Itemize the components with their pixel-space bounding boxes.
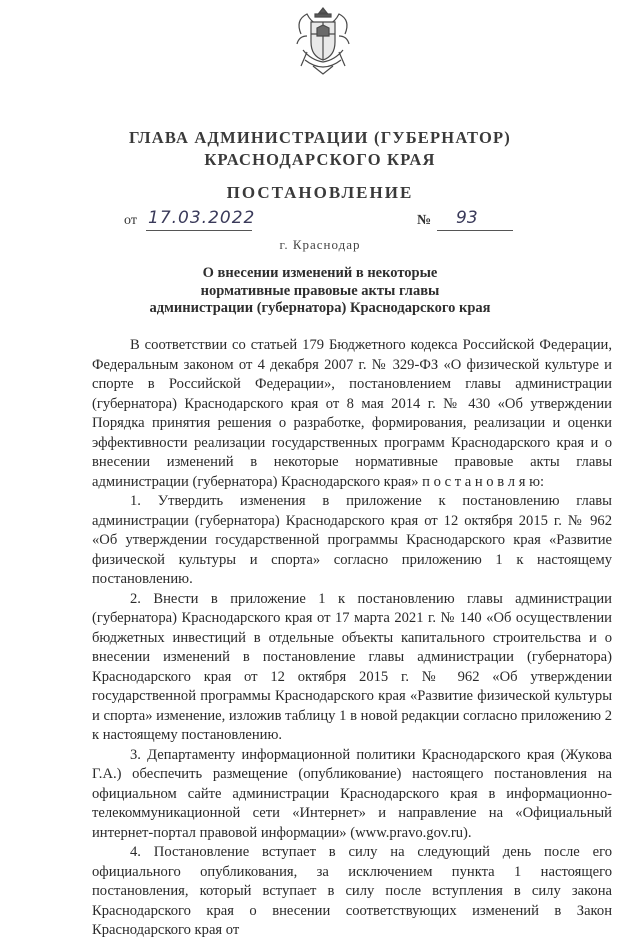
city-label: г. Краснодар xyxy=(279,237,361,252)
issuer-subheading: КРАСНОДАРСКОГО КРАЯ xyxy=(204,150,436,169)
clause-paragraph: 4. Постановление вступает в силу на следующий день после его официального опубликования, за исключением пункта 1 настоящего постановления, который вступает в силу после вступления в силу закона Краснодарского края о внесении соответствующих изменений в Закон Краснодарского края от xyxy=(92,844,612,938)
clause-paragraph: 2. Внести в приложение 1 к постановлению главы администрации (губернатора) Краснодарского края от 17 марта 2021 г. № 140 «Об осуществлении бюджетных инвестиций в отдельные объекты капитального строительства и о внесении изменений в постановление главы администрации (губернатора) Краснодарского края от 12 октября 2015 г. № 962 «Об утверждении государственной программы Краснодарского края «Развитие физической культуры и спорта» изменение, изложив таблицу 1 в новой редакции согласно приложению 2 к настоящему постановлению. xyxy=(92,590,612,743)
document-date: 17.03.2022 xyxy=(148,208,256,228)
document-number: 93 xyxy=(456,208,478,228)
title-line: нормативные правовые акты главы xyxy=(200,282,440,299)
number-label: № xyxy=(417,213,432,228)
title-line: администрации (губернатора) Краснодарского края xyxy=(149,300,491,316)
clause-paragraph: 1. Утвердить изменения в приложение к постановлению главы администрации (губернатора) Краснодарского края от 12 октября 2015 г. № 962 «Об утверждении государственной программы Краснодарского края «Развитие физической культуры и спорта» согласно приложению 1 к настоящему постановлению. xyxy=(92,493,612,587)
date-underline xyxy=(146,230,252,231)
coat-of-arms-emblem xyxy=(293,4,353,82)
clause-paragraph: 3. Департаменту информационной политики Краснодарского края (Жукова Г.А.) обеспечить размещение (опубликование) настоящего постановления на официальном сайте администрации Краснодарского края в информационно-телекоммуникационной сети «Интернет» и направление на «Официальный интернет-портал правовой информации» (www.pravo.gov.ru). xyxy=(92,746,612,841)
document-type-heading: ПОСТАНОВЛЕНИЕ xyxy=(226,183,414,202)
preamble-paragraph: В соответствии со статьей 179 Бюджетного кодекса Российской Федерации, Федеральным законом от 4 декабря 2007 г. № 329-ФЗ «О физической культуре и спорте в Российской Федерации», постановлением главы администрации (губернатора) Краснодарского края от 8 мая 2014 г. № 430 «Об утверждении Порядка принятия решения о разработке, формирования, реализации и оценки эффективности реализации государственных программ Краснодарского края и о внесении изменений в некоторые нормативные правовые акты главы администрации (губернатора) Краснодарского края» п о с т а н о в л я ю: xyxy=(92,337,612,490)
number-underline xyxy=(437,230,513,231)
document-title xyxy=(0,265,640,318)
title-line: О внесении изменений в некоторые xyxy=(202,265,438,281)
document-body xyxy=(92,336,612,938)
issuer-heading: ГЛАВА АДМИНИСТРАЦИИ (ГУБЕРНАТОР) xyxy=(129,128,511,147)
date-label: от xyxy=(124,213,137,228)
